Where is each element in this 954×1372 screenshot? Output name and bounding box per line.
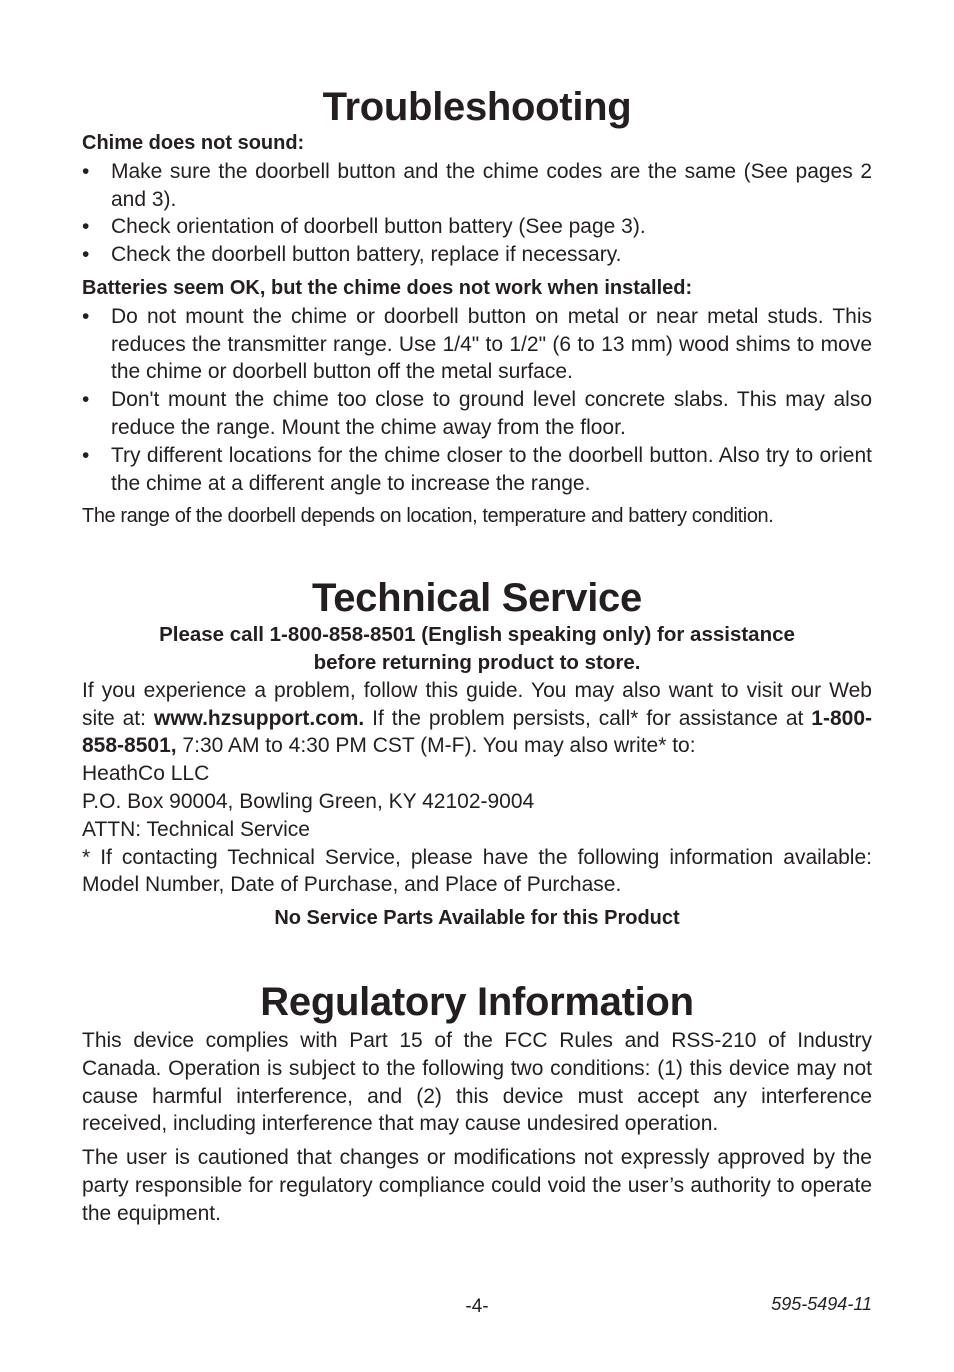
bullet-icon: • [82,304,90,328]
regulatory-paragraph-2: The user is cautioned that changes or modifications not expressly approved by the party responsible for regulatory compliance could void the user’s authority to operate the equipment. [82,1146,872,1225]
bullet-icon: • [82,388,90,412]
document-code: 595-5494-11 [771,1294,872,1314]
page-number: -4- [465,1296,489,1317]
bullet-icon: • [82,243,90,267]
call-line-1: Please call 1-800-858-8501 (English speaking only) for assistance [159,623,795,647]
regulatory-paragraph-1: This device complies with Part 15 of the FCC Rules and RSS-210 of Industry Canada. Operation is subject to the following two conditions: (1) this device may not cause harmful interference, and (2) this device must accept any interference received, including interference that may cause undesired operation. [82,1028,872,1136]
bullet-icon: • [82,215,90,239]
list-item-text: Check the doorbell button battery, replace if necessary. [111,243,622,267]
list-item-text: Don't mount the chime too close to ground level concrete slabs. This may also reduce the range. Mount the chime away from the floor. [111,388,872,439]
list-item-text: Do not mount the chime or doorbell button on metal or near metal studs. This reduces the transmitter range. Use 1/4" to 1/2" (6 to 13 mm) wood shims to move the chime or doorbell button off the metal surface. [111,304,872,384]
technical-service-title: Technical Service [312,576,642,621]
list-item [82,386,872,442]
list-item-text: Make sure the doorbell button and the chime codes are the same (See pages 2 and 3). [111,159,872,211]
address-line-2: P.O. Box 90004, Bowling Green, KY 42102-9004 [82,789,535,813]
bullet-icon: • [82,443,90,467]
address-line-3: ATTN: Technical Service [82,817,310,841]
list-item [82,213,872,241]
range-note: The range of the doorbell depends on location, temperature and battery condition. [82,505,774,528]
call-line-2: before returning product to store. [313,650,641,674]
chime-heading: Chime does not sound: [82,132,305,154]
list-item [82,303,872,386]
service-body-part-1: If you experience a problem, follow this guide. You may also want to visit our Web site at: [82,678,872,730]
service-body-part-2: If the problem persists, call* for assistance at [364,706,812,730]
service-body-part-3: 7:30 AM to 4:30 PM CST (M-F). You may also write* to: [176,734,696,758]
contact-note: * If contacting Technical Service, please have the following information available: Model Number, Date of Purchase, and Place of Purchase. [82,845,872,897]
batteries-list [82,303,872,498]
list-item-text: Try different locations for the chime closer to the doorbell button. Also try to orient the chime at a different angle to increase the range. [111,443,872,495]
chime-list [82,158,872,269]
list-item-text: Check orientation of doorbell button battery (See page 3). [111,215,646,239]
address-line-1: HeathCo LLC [82,762,210,786]
no-parts-notice: No Service Parts Available for this Product [274,907,680,930]
list-item [82,442,872,498]
troubleshooting-title: Troubleshooting [322,85,632,129]
list-item [82,158,872,214]
batteries-heading: Batteries seem OK, but the chime does not work when installed: [82,276,693,299]
regulatory-title: Regulatory Information [260,979,694,1024]
service-body [82,677,872,760]
phone-number: 1-800-858-8501, [82,706,872,758]
list-item [82,241,872,269]
website-link: www.hzsupport.com. [153,706,365,730]
bullet-icon: • [82,159,90,183]
